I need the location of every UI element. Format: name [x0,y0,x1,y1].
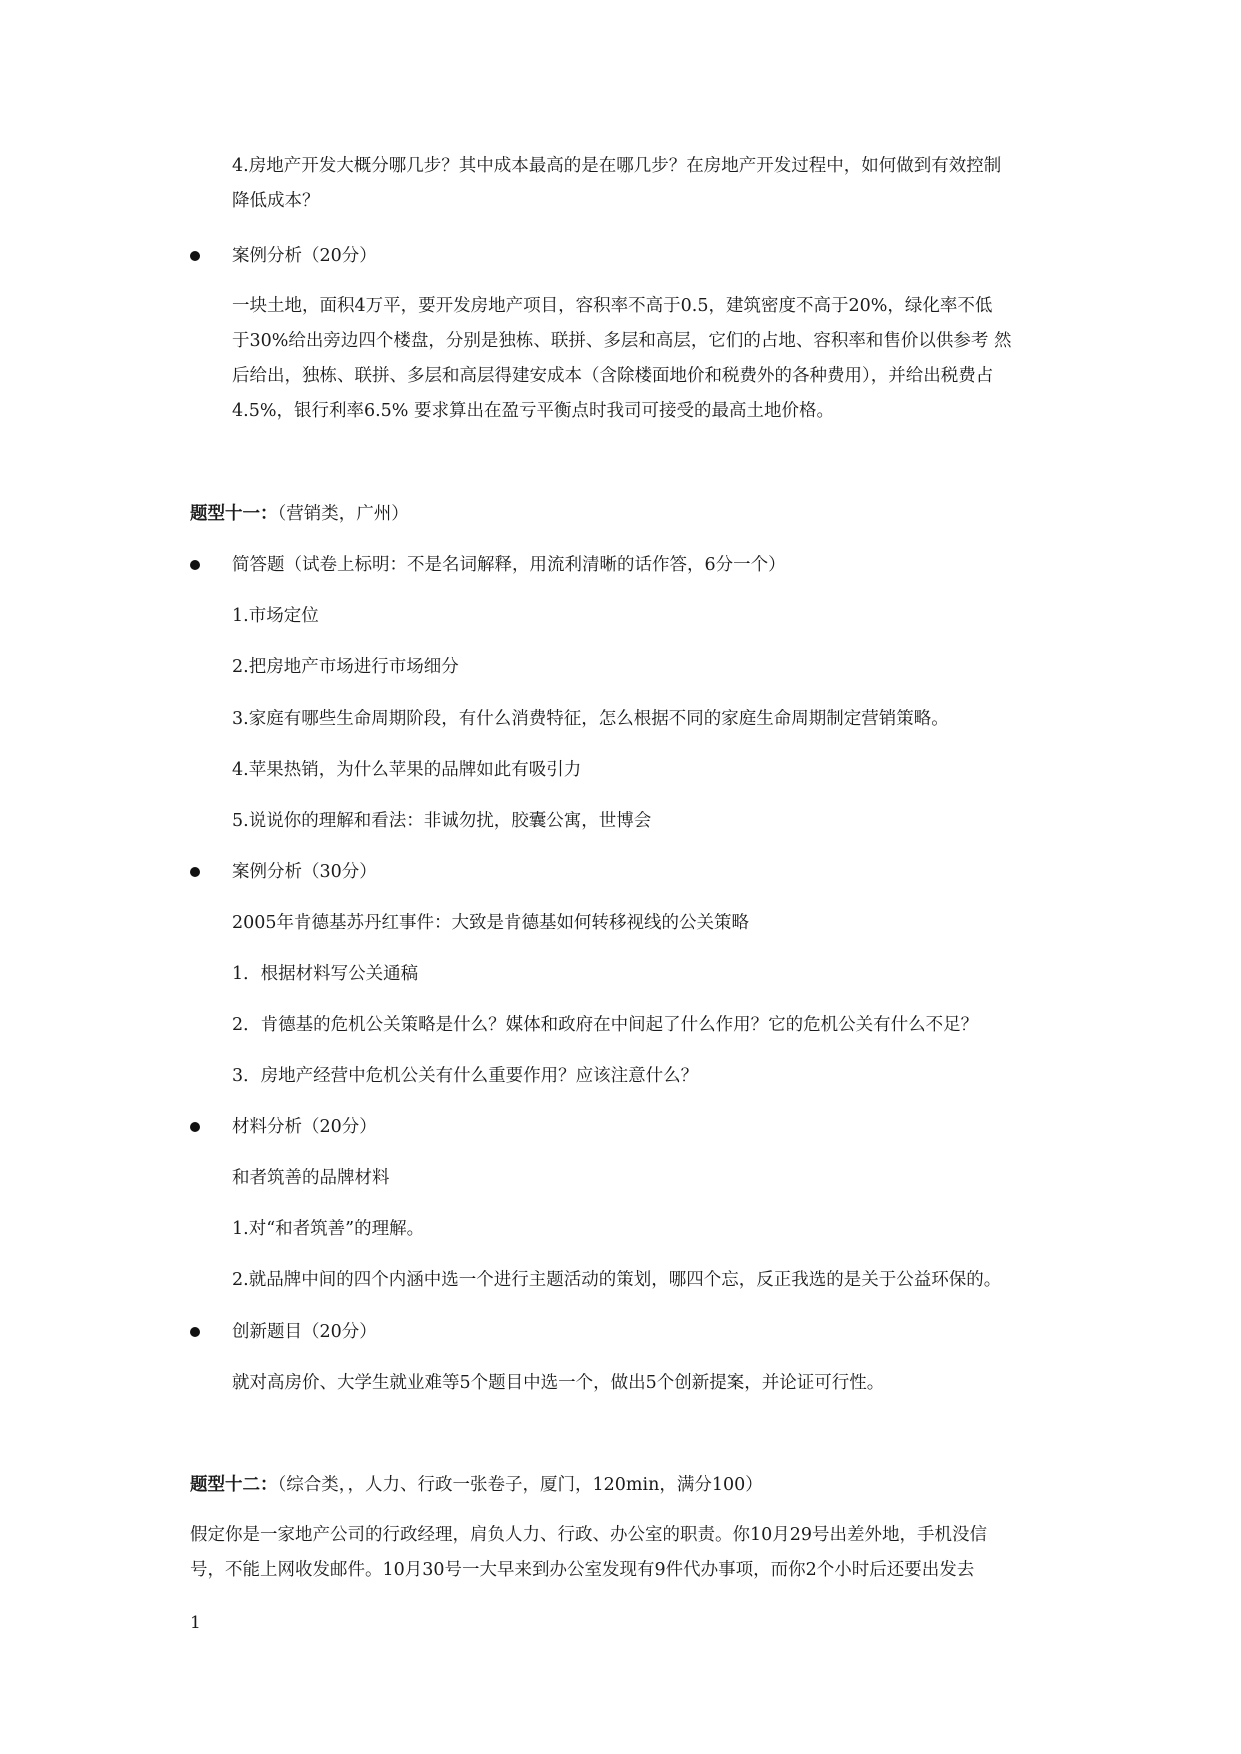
case-text-line-3: 后给出，独栋、联拼、多层和高层得建安成本（含除楼面地价和税费外的各种费用），并给出税费占 [232,366,994,386]
innovation-heading: 创新题目（20分） [232,1322,377,1342]
material-intro: 和者筑善的品牌材料 [232,1168,390,1188]
short-answer-item: 5.说说你的理解和看法：非诚勿扰，胶囊公寓，世博会 [232,811,652,831]
question-4-line-1: 4.房地产开发大概分哪几步？其中成本最高的是在哪几步？在房地产开发过程中，如何做到有效控制 [232,156,1002,176]
short-answer-item: 1.市场定位 [232,606,319,626]
innovation-text: 就对高房价、大学生就业难等5个题目中选一个，做出5个创新提案，并论证可行性。 [232,1373,885,1393]
short-answer-item: 4.苹果热销，为什么苹果的品牌如此有吸引力 [232,760,582,780]
bullet-icon [190,867,200,877]
case-text-line-4: 4.5%，银行利率6.5% 要求算出在盈亏平衡点时我司可接受的最高土地价格。 [232,401,834,421]
page-number: 1 [190,1613,201,1633]
case-text-line-1: 一块土地，面积4万平，要开发房地产项目，容积率不高于0.5，建筑密度不高于20%，绿化率不低 [232,296,993,316]
case-item: 3．房地产经营中危机公关有什么重要作用？应该注意什么？ [232,1066,699,1086]
short-answer-item: 3.家庭有哪些生命周期阶段，有什么消费特征，怎么根据不同的家庭生命周期制定营销策略。 [232,709,949,729]
type-11-subtitle: （营销类，广州） [277,504,409,524]
type-12-text-line-2: 号，不能上网收发邮件。10月30号一大早来到办公室发现有9件代办事项，而你2个小时后还要出发去 [190,1560,975,1580]
bullet-icon [190,1327,200,1337]
case-item: 2．肯德基的危机公关策略是什么？媒体和政府在中间起了什么作用？它的危机公关有什么不足？ [232,1015,979,1035]
case-intro: 2005年肯德基苏丹红事件：大致是肯德基如何转移视线的公关策略 [232,913,750,933]
type-12-text-line-1: 假定你是一家地产公司的行政经理，肩负人力、行政、办公室的职责。你10月29号出差外地，手机没信 [190,1525,988,1545]
case-item: 1．根据材料写公关通稿 [232,964,419,984]
bullet-icon [190,560,200,570]
material-item: 2.就品牌中间的四个内涵中选一个进行主题活动的策划，哪四个忘，反正我选的是关于公益环保的。 [232,1270,1002,1290]
short-answer-item: 2.把房地产市场进行市场细分 [232,657,459,677]
type-12-subtitle: （综合类，，人力、行政一张卷子，厦门，120min，满分100） [277,1475,763,1495]
short-answer-heading: 简答题（试卷上标明：不是名词解释，用流利清晰的话作答，6分一个） [232,555,786,575]
type-12-heading [190,1472,763,1498]
type-11-title: 题型十一： [190,504,278,524]
type-12-title: 题型十二： [190,1475,278,1495]
material-item: 1.对“和者筑善”的理解。 [232,1219,425,1239]
bullet-icon [190,251,200,261]
question-4-line-2: 降低成本？ [232,191,320,211]
case-analysis-30-heading: 案例分析（30分） [232,862,377,882]
case-text-line-2: 于30%给出旁边四个楼盘，分别是独栋、联拼、多层和高层，它们的占地、容积率和售价以供参考 然 [232,331,1012,351]
bullet-icon [190,1122,200,1132]
type-11-heading [190,501,409,527]
material-analysis-heading: 材料分析（20分） [232,1117,377,1137]
case-analysis-heading: 案例分析（20分） [232,246,377,266]
